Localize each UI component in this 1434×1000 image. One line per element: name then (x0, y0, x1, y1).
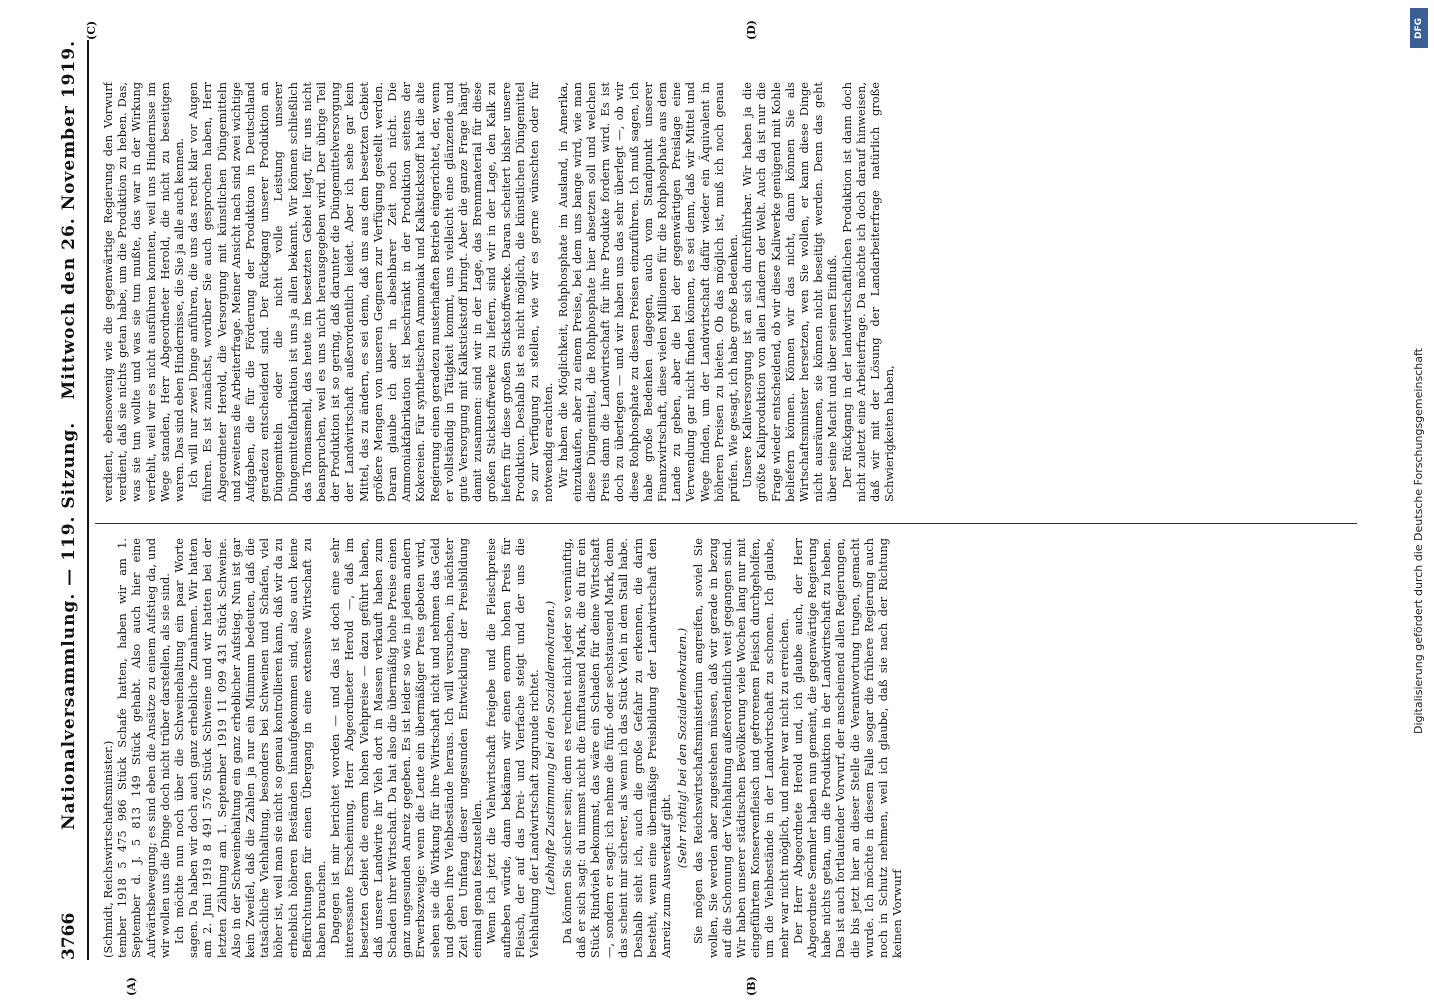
margin-mark-d: (D) (745, 20, 758, 40)
paragraph: Ich möchte nun noch über die Schweinehaltung ein paar Worte sagen. Da haben wir doch auch ganz erhebliche Zunahmen. Wir hatten am 2. Juni 1919 8 491 576 Stück Schweine und wir hatten bei der letzten Zählung am 1. September 1919 11 099 431 Stück Schweine. Also in der Schweinehaltung ein ganz erheblicher Aufstieg. Nun ist gar kein Zweifel, daß die Zahlen ja nur ein Minimum bedeuten, daß die tatsächliche Viehhaltung, besonders bei Schweinen und Schafen, viel höher ist, weil man sie nicht so genau kontrollieren kann, daß wir da zu erheblich höheren Beständen hinaufgekommen sind, also auch keine Befürchtungen für einen Übergang in eine extensive Wirtschaft zu haben brauchen. (172, 538, 329, 958)
interjection: (Lebhafte Zustimmung bei den Sozialdemokraten.) (543, 600, 558, 896)
paragraph: Ich will nur zwei Dinge anführen, die uns das recht klar vor Augen führen. Es ist zunächst, worüber Sie auch gesprochen haben, Herr Abgeordneter Herold, die Versorgung mit künstlichen Düngemitteln und zweitens die Arbeiterfrage. Meiner Ansicht nach sind zwei wichtige Aufgaben, die für die Förderung der Produktion in Deutschland geradezu entscheidend sind. Der Rückgang unserer Produktion an Düngemitteln oder die nicht volle Leistung unserer Düngemittelfabrikation ist uns ja allen bekannt. Wir können schließlich das Thomasmehl, das heute im besetzten Gebiet liegt, für uns nicht beanspruchen, weil es uns nicht herausgegeben wird. Der übrige Teil der Produktion ist so gering, daß darunter die Düngemittelversorgung der Landwirtschaft außerordentlich leidet. Aber ich sehe gar kein Mittel, das zu ändern, es sei denn, daß uns aus dem besetzten Gebiet größere Mengen von unseren Gegnern zur Verfügung gestellt werden. Daran glaube ich aber in absehbarer Zeit noch nicht. Die Ammoniakfabrikation ist beschränkt in der Produktion seitens der Kokereien. Für synthetischen Ammoniak und Kalkstickstoff hat die alte Regierung einen geradezu musterhaften Betrieb eingerichtet, der, wenn er vollständig in Tätigkeit kommt, uns vielleicht eine glänzende und gute Versorgung mit Kalkstickstoff bringt. Aber die ganze Frage hängt damit zusammen: sind wir in der Lage, das Brennmaterial für diese großen Stickstoffwerke zu liefern, sind wir in der Lage, den Kalk zu liefern für diese großen Stickstoffwerke. Daran scheitert bisher unsere Produktion. Deshalb ist es nicht möglich, die künstlichen Düngemittel so zur Verfügung zu stellen, wie wir es gerne wünschten oder für notwendig erachten. (186, 82, 556, 502)
paragraph: Wenn ich jetzt die Viehwirtschaft freigebe und die Fleischpreise aufheben würde, dann bekämen wir einen enorm hohen Preis für Fleisch, der auf das Drei- und Vierfache steigt und der uns die Viehhaltung der Landwirtschaft zugrunde richtet. (484, 538, 542, 958)
margin-mark-b: (B) (745, 976, 758, 996)
paragraph: Wir haben die Möglichkeit, Rohphosphate im Ausland, in Amerika, einzukaufen, aber zu einem Preise, bei dem uns bange wird, wie man diese Düngemittel, die Rohphosphate hier absetzen soll und welchen Preis dann die Landwirtschaft für ihre Produkte fordern wird. Es ist doch zu überlegen — und wir haben uns das sehr überlegt —, ob wir diese Rohphosphate zu diesen Preisen einzuführen. Ich muß sagen, ich habe große Bedenken dagegen, auch vom Standpunkt unserer Finanzwirtschaft, diese vielen Millionen für die Rohphosphate aus dem Lande zu geben, aber die bei der gegenwärtigen Preislage eine Verwendung gar nicht finden können, es sei denn, daß wir Mittel und Wege finden, um der Landwirtschaft dafür wieder ein Äquivalent in höheren Preisen zu bieten. Ob das möglich ist, muß ich noch genau prüfen. Wie gesagt, ich habe große Bedenken. (555, 82, 740, 502)
page-number: 3766 (59, 912, 79, 960)
document-page (25, 0, 1385, 1000)
margin-mark-c: (C) (85, 20, 98, 40)
dfg-logo-icon: DFG (1410, 8, 1428, 48)
paragraph: verdient, ebensowenig wie die gegenwärtige Regierung den Vorwurf verdient, daß sie nichts getan habe, um die Produktion zu heben. Das, was sie tun wollte und was sie tun mußte, das war in der Wirkung verfehlt, weil wir es nicht ausführen konnten, weil uns Hindernisse im Wege standen, Herr Abgeordneter Herold, die nicht zu beseitigen waren. Das sind eben Hindernisse, die Sie ja alle auch kennen. (101, 82, 187, 502)
margin-mark-a: (A) (125, 977, 138, 996)
paragraph: tember 1918 5 475 986 Stück Schafe hatten, haben wir am 1. September d. J. 5 813 149 Stück gehabt. Also auch hier eine Aufwärtsbewegung; es sind eben die Ansätze zu einem Aufstieg da, und wir wollen uns die Dinge doch nicht trüber darstellen, als sie sind. (115, 538, 172, 958)
left-column (101, 538, 1351, 958)
session-title: Nationalversammlung. — 119. Sitzung. (59, 421, 79, 830)
paragraph: Der Herr Abgeordnete Herold und, ich glaube auch, der Herr Abgeordnete Semmler haben nun gemeint, die gegenwärtige Regierung habe nichts getan, um die Produktion in der Landwirtschaft zu heben. Das ist auch fortlaufender Vorwurf, der anscheinend allen Regierungen, die bis jetzt hier an dieser Stelle die Verantwortung trugen, gemacht wurde. Ich möchte in diesem Falle sogar die frühere Regierung auch noch in Schutz nehmen, weil ich glaube, daß sie nach der Richtung keinen Vorwurf (790, 538, 905, 958)
interjection: (Sehr richtig! bei den Sozialdemokraten.) (675, 627, 690, 869)
paragraph: Der Rückgang in der landwirtschaftlichen Produktion ist dann doch nicht zuletzt eine Arbeiterfrage. Da möchte ich doch darauf hinweisen, daß wir mit der Lösung der Landarbeiterfrage natürlich große Schwierigkeiten haben, (839, 82, 897, 502)
speaker-note: (Schmidt, Reichswirtschaftsminister.) (101, 740, 115, 958)
page-header (55, 40, 89, 960)
digitization-credit (1408, 6, 1430, 996)
session-date: Mittwoch den 26. November 1919. (59, 40, 79, 400)
credit-text: Digitalisierung gefördert durch die Deutsche Forschungsgemeinschaft (1412, 348, 1425, 734)
paragraph: Sie mögen das Reichswirtschaftsministerium angreifen, soviel Sie wollen, Sie werden aber zugestehen müssen, daß wir gerade in bezug auf die Schonung der Viehhaltung außerordentlich weit gegangen sind. Wir haben unserer städtischen Bevölkerung viele Wochen lang nur mit eingeführtem Konservenfleisch und gefrorenem Fleisch durchgeholfen, um die Viehbestände in der Landwirtschaft zu schonen. Ich glaube, mehr war nicht möglich, und mehr war nicht zu erreichen. (691, 538, 791, 958)
paragraph: Da können Sie sicher sein; denn es rechnet nicht jeder so vernünftig, daß er sich sagt: du nimmst nicht die fünftausend Mark, die du für ein Stück Rindvieh bekommst, das wäre ein Schaden für deine Wirtschaft —, sondern er sagt: ich nehme die fünf- oder sechstausend Mark, denn das scheint mir sicherer, als wenn ich das Stück Vieh in dem Stall habe. Deshalb sieht ich, auch die große Gefahr zu erkennen, die darin besteht, wenn eine übermäßige Preisbildung der Landwirtschaft den Anreiz zum Ausverkauf gibt. (559, 538, 673, 958)
paragraph: Unsere Kaliversorgung ist an sich durchführbar. Wir haben ja die größte Kaliproduktion von allen Ländern der Welt. Auch da ist nur die Frage wieder entscheidend, ob wir diese Kaliwerke genügend mit Kohle beliefern können. Können wir das nicht, dann können Sie als Wirtschaftsminister hersetzen, wen Sie wollen, er kann diese Dinge nicht ausräumen, sie können nicht beseitigt werden. Denn das geht über seine Macht und über seinen Einfluß. (740, 82, 840, 502)
column-divider (95, 523, 1357, 524)
paragraph: Dagegen ist mir berichtet worden — und das ist doch eine sehr interessante Erscheinung, Herr Abgeordneter Herold —, daß im besetzten Gebiet die enorm hohen Viehpreise — dazu geführt haben, daß unsere Landwirte ihr Vieh dort in Massen verkauft haben zum Schaden ihrer Wirtschaft. Da hat also die übermäßig hohe Preise einen ganz ungesunden Anreiz gegeben. Es ist leider so wie in jedem andern Erwerbszweige: wenn die Leute ein übermäßiger Preis geboten wird, sehen sie die Wirkung für ihre Wirtschaft nicht und nehmen das Geld und geben ihre Viehbestände heraus. Ich will versuchen, in nächster Zeit den Umfang dieser ungesunden Entwicklung der Preisbildung einmal genau festzustellen. (328, 538, 485, 958)
right-column (101, 82, 1351, 502)
